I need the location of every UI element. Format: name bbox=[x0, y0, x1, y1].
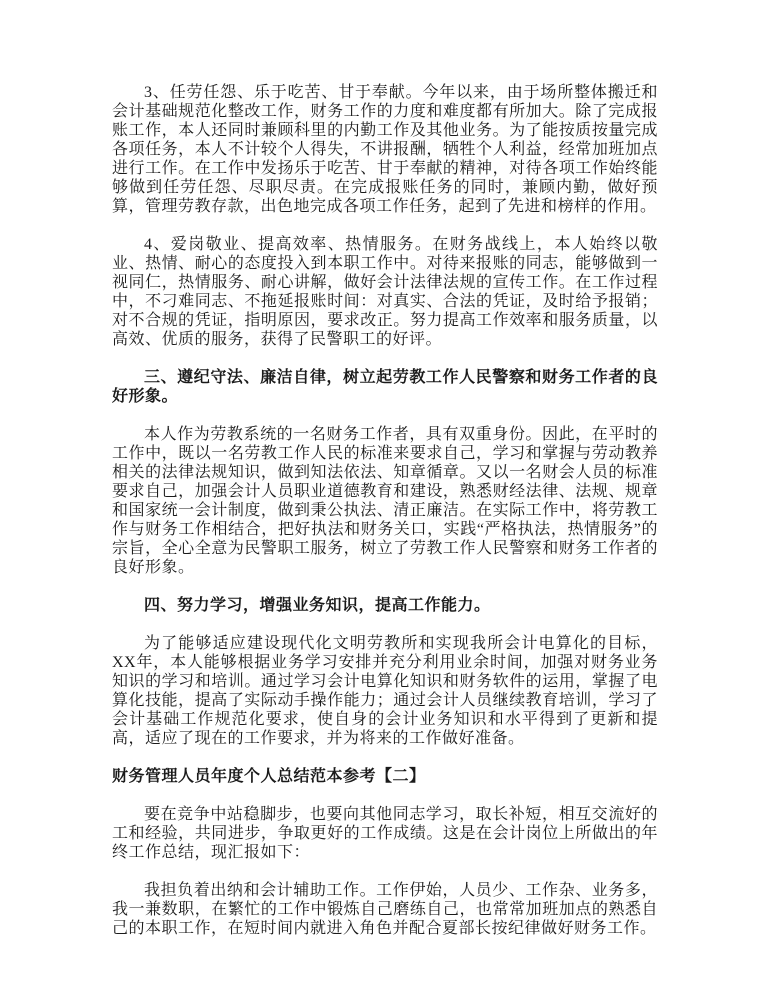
heading-section-3-discipline: 三、遵纪守法、廉洁自律，树立起劳教工作人民警察和财务工作者的良好形象。 bbox=[112, 369, 658, 405]
paragraph-item-4-dedication: 4、爱岗敬业、提高效率、热情服务。在财务战线上，本人始终以敬业、热情、耐心的态度投入到本职工作中。对待来报账的同志，能够做到一视同仁，热情服务、耐心讲解，做好会计法律法规的宣传工作。在工作过程中，不刁难同志、不拖延报账时间：对真实、合法的凭证，及时给予报销；对不合规的凭证，指明原因，要求改正。努力提高工作效率和服务质量，以高效、优质的服务，获得了民警职工的好评。 bbox=[112, 236, 658, 348]
heading-sample-two-title: 财务管理人员年度个人总结范本参考【二】 bbox=[112, 768, 426, 785]
paragraph-computerized-accounting: 为了能够适应建设现代化文明劳教所和实现我所会计电算化的目标，XX年，本人能够根据业务学习安排并充分利用业余时间，加强对财务业务知识的学习和培训。通过学习会计电算化知识和财务软件的运用，掌握了电算化技能，提高了实际动手操作能力；通过会计人员继续教育培训，学习了会计基础工作规范化要求，使自身的会计业务知识和水平得到了更新和提高，适应了现在的工作要求，并为将来的工作做好准备。 bbox=[112, 635, 658, 747]
paragraph-cashier-duty: 我担负着出纳和会计辅助工作。工作伊始，人员少、工作杂、业务多，我一兼数职，在繁忙的工作中锻炼自己磨练自己，也常常加班加点的熟悉自己的本职工作，在短时间内就进入角色并配合夏部长按纪律做好财务工作。 bbox=[112, 882, 658, 937]
paragraph-competition-intro: 要在竞争中站稳脚步，也要向其他同志学习，取长补短，相互交流好的工和经验，共同进步，争取更好的工作成绩。这是在会计岗位上所做出的年终工作总结，现汇报如下： bbox=[112, 806, 658, 861]
paragraph-dual-identity: 本人作为劳教系统的一名财务工作者，具有双重身份。因此，在平时的工作中，既以一名劳教工作人民的标准来要求自己，学习和掌握与劳动教养相关的法律法规知识，做到知法依法、知章循章。又以一名财会人员的标准要求自己，加强会计人员职业道德教育和建设，熟悉财经法律、法规、规章和国家统一会计制度，做到秉公执法、清正廉洁。在实际工作中，将劳教工作与财务工作相结合，把好执法和财务关口，实践“严格执法，热情服务”的宗旨，全心全意为民警职工服务，树立了劳教工作人民警察和财务工作者的良好形象。 bbox=[112, 426, 658, 576]
document-body bbox=[112, 83, 658, 957]
paragraph-item-3-diligence: 3、任劳任怨、乐于吃苦、甘于奉献。今年以来，由于场所整体搬迁和会计基础规范化整改工作，财务工作的力度和难度都有所加大。除了完成报账工作，本人还同时兼顾科里的内勤工作及其他业务。为了能按质按量完成各项任务，本人不计较个人得失，不讲报酬，牺牲个人利益，经常加班加点进行工作。在工作中发扬乐于吃苦、甘于奉献的精神，对待各项工作始终能够做到任劳任怨、尽职尽责。在完成报账任务的同时，兼顾内勤，做好预算，管理劳教存款，出色地完成各项工作任务，起到了先进和榜样的作用。 bbox=[112, 84, 658, 215]
heading-section-4-study: 四、努力学习，增强业务知识，提高工作能力。 bbox=[144, 597, 491, 614]
